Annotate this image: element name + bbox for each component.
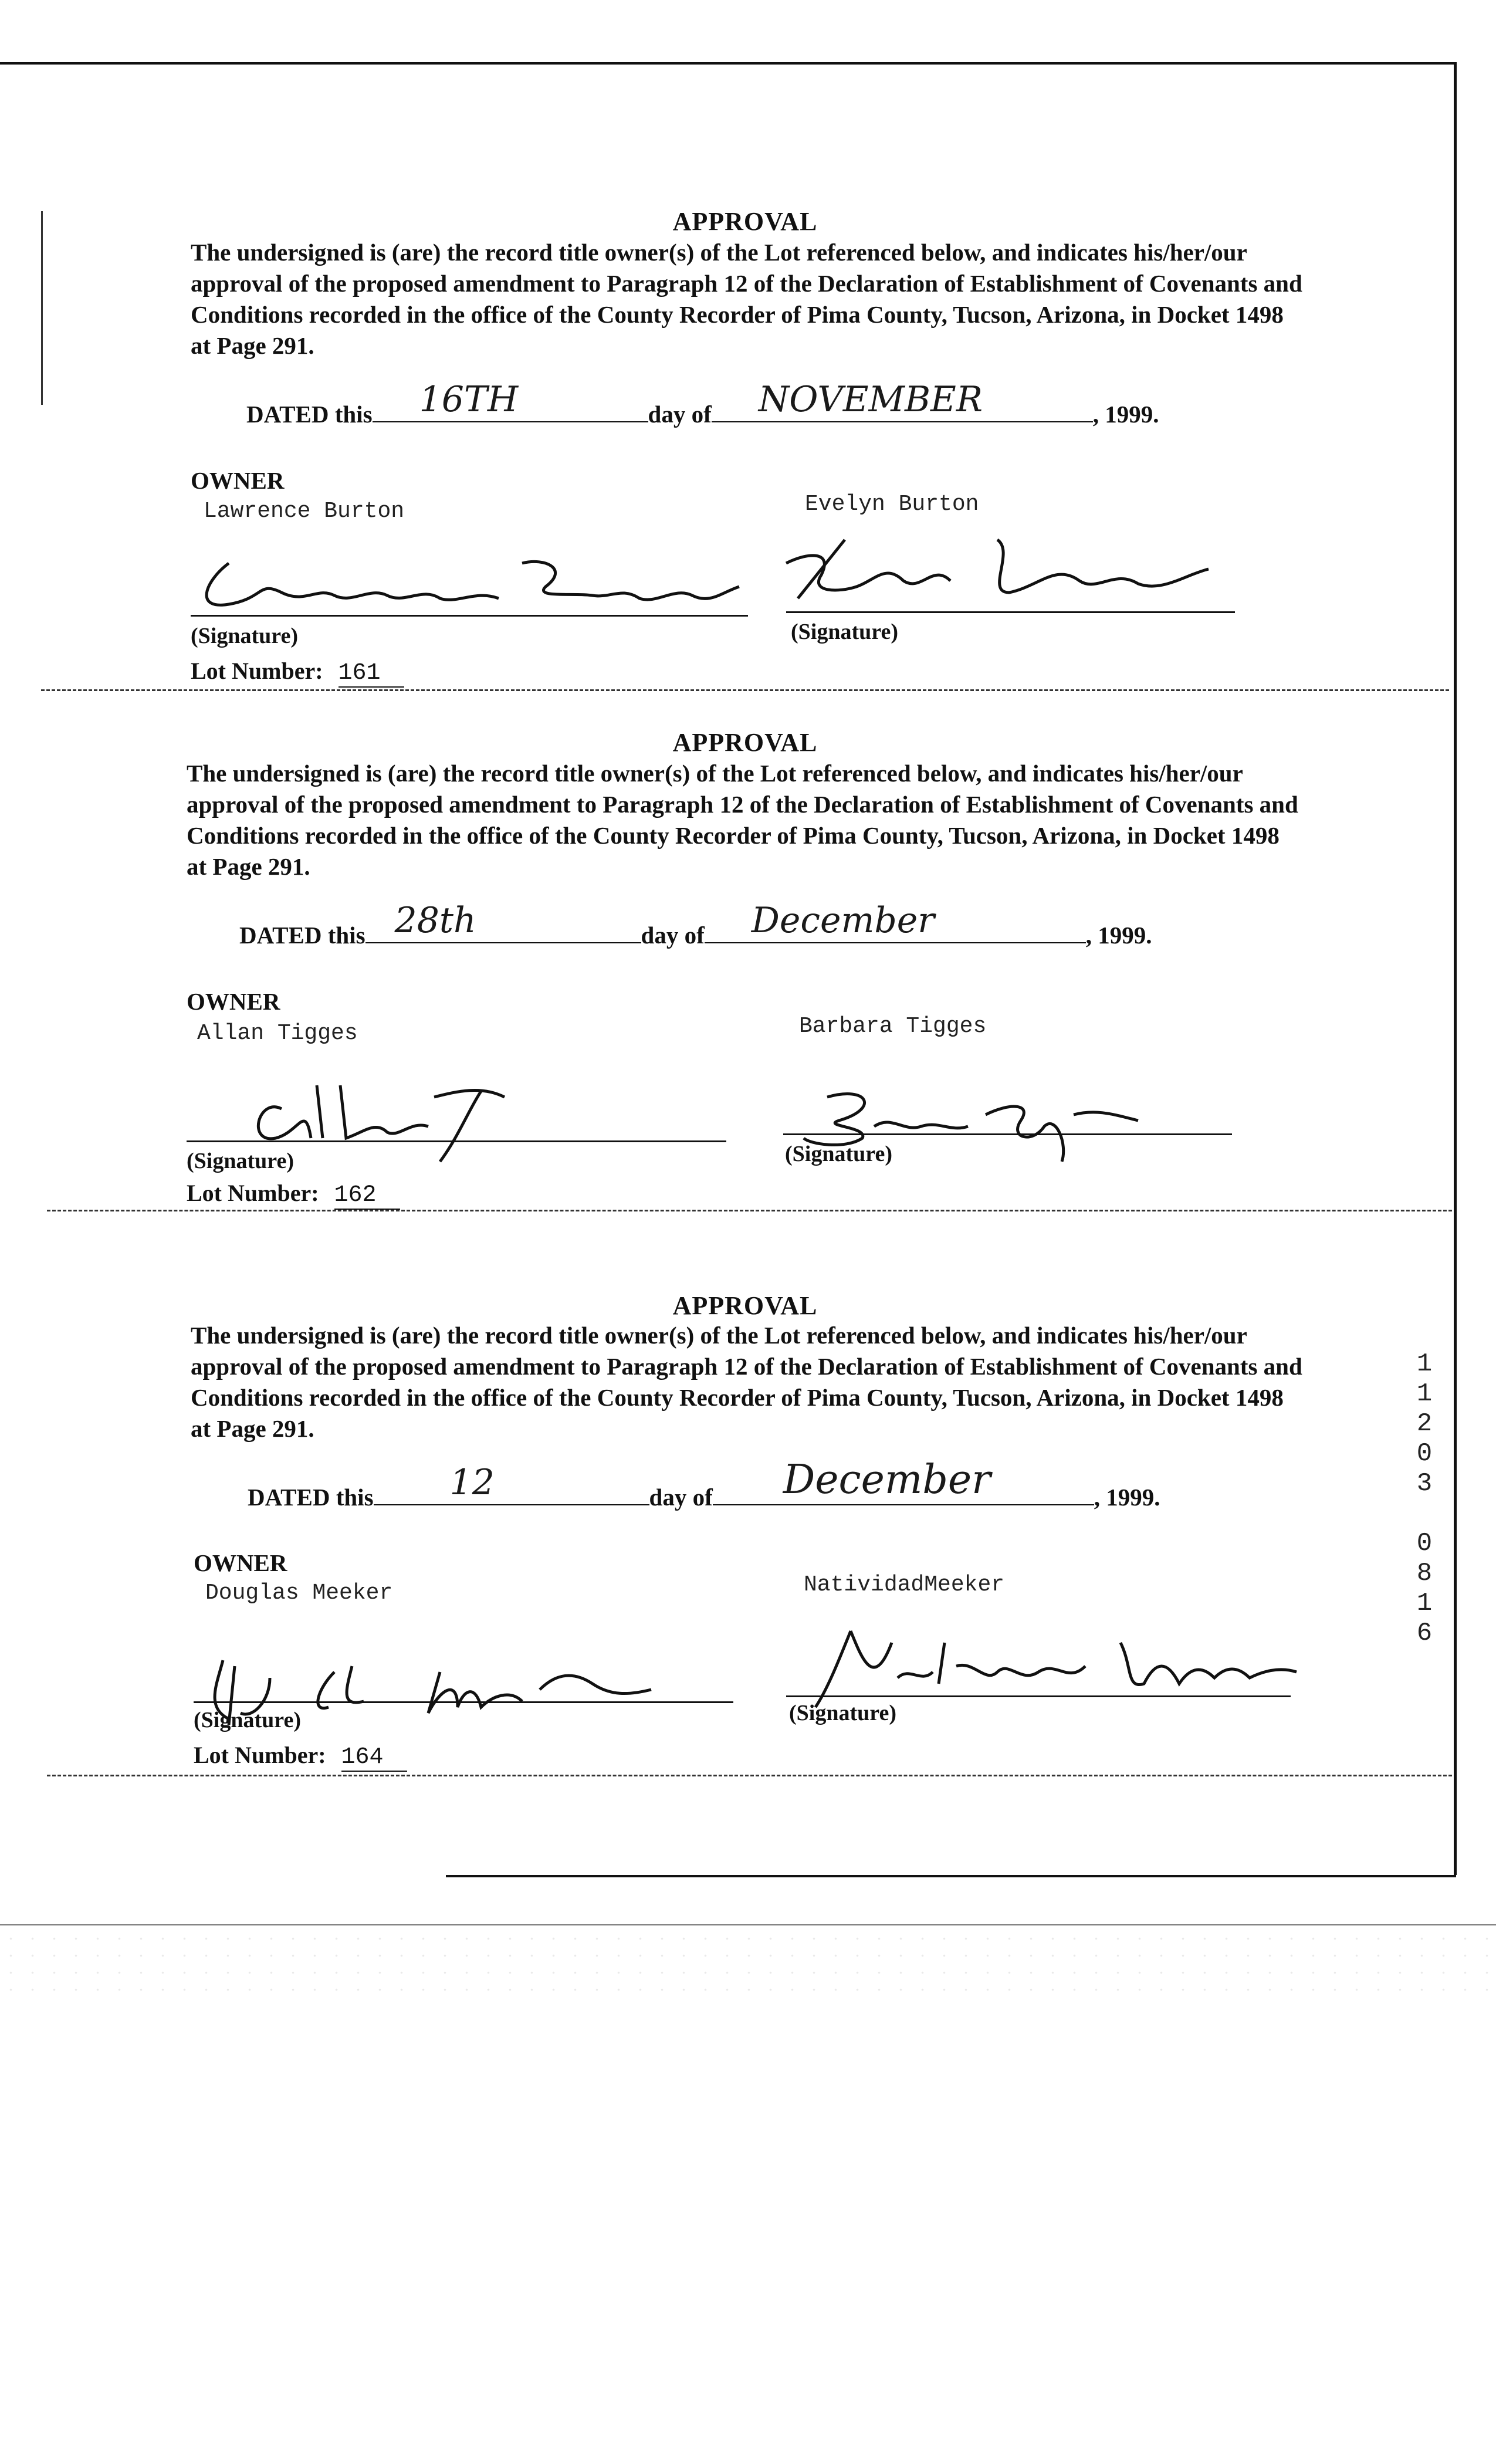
approval-heading: APPROVAL: [672, 728, 818, 757]
owner-label: OWNER: [191, 467, 285, 494]
section-separator: [47, 1210, 1452, 1211]
stamp-digit: 3: [1416, 1469, 1433, 1498]
owner-2-name: NatividadMeeker: [804, 1572, 1005, 1597]
day-field: [374, 1462, 649, 1505]
owner-1-signature-line: [191, 615, 748, 617]
lot-number-value: 161: [339, 660, 404, 688]
dated-line: [239, 900, 1152, 949]
year-label: , 1999.: [1094, 1484, 1160, 1511]
owner-2-name: Barbara Tigges: [799, 1014, 987, 1039]
scan-noise: [0, 1930, 1496, 2001]
handwritten-day: 16TH: [419, 379, 519, 420]
handwritten-month: December: [783, 1457, 991, 1503]
stamp-gap: [1413, 1499, 1436, 1529]
owner-1-name: Douglas Meeker: [205, 1580, 393, 1606]
dated-label: DATED this: [246, 401, 373, 428]
year-label: , 1999.: [1092, 401, 1159, 428]
owner-1-signature-label: (Signature): [194, 1708, 301, 1732]
lot-number-label: Lot Number:: [194, 1742, 326, 1768]
month-field: [713, 1457, 1094, 1505]
day-field: [373, 379, 648, 422]
approval-heading: APPROVAL: [672, 207, 818, 236]
year-label: , 1999.: [1085, 922, 1152, 949]
handwritten-month: NOVEMBER: [758, 379, 983, 420]
approval-body: The undersigned is (are) the record title owner(s) of the Lot referenced below, and indicates his/her/our approval of the proposed amendment to Paragraph 12 of the Declaration of Establishment of Covenants and Conditions recorded in the office of the County Recorder of Pima County, Tucson, Arizona, in Docket 1498 at Page 291.: [187, 760, 1298, 880]
handwritten-day: 28th: [394, 900, 476, 941]
owner-2-signature: [763, 528, 1232, 622]
lot-number-value: 164: [341, 1744, 407, 1772]
owner-2-signature-label: (Signature): [791, 620, 898, 644]
stamp-digit: 1: [1416, 1379, 1433, 1409]
dated-label: DATED this: [248, 1484, 374, 1511]
owner-1-signature-line: [194, 1701, 733, 1703]
lot-number-value: 162: [334, 1182, 400, 1210]
page-frame-top: [0, 62, 1456, 65]
page-frame-bottom: [446, 1875, 1456, 1877]
page-edge: [0, 1924, 1496, 1925]
day-of-label: day of: [648, 401, 712, 428]
day-of-label: day of: [649, 1484, 713, 1511]
owner-2-name: Evelyn Burton: [805, 492, 979, 517]
stamp-digit: 1: [1416, 1589, 1433, 1618]
month-field: [705, 900, 1086, 943]
owner-2-signature-line: [786, 1695, 1291, 1697]
owner-1-name: Allan Tigges: [197, 1021, 358, 1046]
owner-2-signature-label: (Signature): [785, 1142, 892, 1166]
approval-heading: APPROVAL: [672, 1291, 818, 1320]
lot-number-row: [187, 1179, 400, 1209]
stamp-digit: 1: [1416, 1349, 1433, 1379]
owner-label: OWNER: [194, 1549, 287, 1576]
stamp-digit: 0: [1416, 1529, 1433, 1558]
approval-body: The undersigned is (are) the record title owner(s) of the Lot referenced below, and indicates his/her/our approval of the proposed amendment to Paragraph 12 of the Declaration of Establishment of Covenants and Conditions recorded in the office of the County Recorder of Pima County, Tucson, Arizona, in Docket 1498 at Page 291.: [191, 1322, 1302, 1442]
month-field: [712, 379, 1093, 422]
page-frame-right: [1454, 62, 1457, 1875]
stamp-digit: 2: [1416, 1409, 1433, 1439]
handwritten-month: December: [751, 900, 935, 941]
owner-label: OWNER: [187, 988, 280, 1015]
dated-line: [246, 379, 1159, 428]
day-of-label: day of: [641, 922, 705, 949]
lot-number-row: [194, 1741, 407, 1771]
stamp-digit: 8: [1416, 1559, 1433, 1588]
owner-1-name: Lawrence Burton: [204, 499, 405, 524]
owner-1-signature-line: [187, 1140, 726, 1142]
approval-body: The undersigned is (are) the record title owner(s) of the Lot referenced below, and indicates his/her/our approval of the proposed amendment to Paragraph 12 of the Declaration of Establishment of Covenants and Conditions recorded in the office of the County Recorder of Pima County, Tucson, Arizona, in Docket 1498 at Page 291.: [191, 239, 1302, 359]
dated-label: DATED this: [239, 922, 365, 949]
section-separator: [47, 1775, 1452, 1776]
day-field: [365, 900, 641, 943]
stamp-digit: 0: [1416, 1439, 1433, 1468]
lot-number-label: Lot Number:: [187, 1180, 319, 1206]
owner-2-signature-line: [783, 1133, 1232, 1135]
section-separator: [41, 689, 1449, 691]
owner-2-signature-label: (Signature): [789, 1701, 896, 1725]
dated-line: [248, 1457, 1160, 1511]
owner-1-signature-label: (Signature): [187, 1149, 294, 1173]
owner-1-signature-label: (Signature): [191, 624, 298, 648]
handwritten-day: 12: [449, 1462, 495, 1503]
stamp-digit: 6: [1416, 1619, 1433, 1648]
owner-2-signature-line: [786, 611, 1235, 613]
recording-stamp: [1413, 1349, 1436, 1649]
lot-number-label: Lot Number:: [191, 658, 323, 684]
lot-number-row: [191, 657, 404, 686]
page-frame-left: [41, 211, 43, 405]
